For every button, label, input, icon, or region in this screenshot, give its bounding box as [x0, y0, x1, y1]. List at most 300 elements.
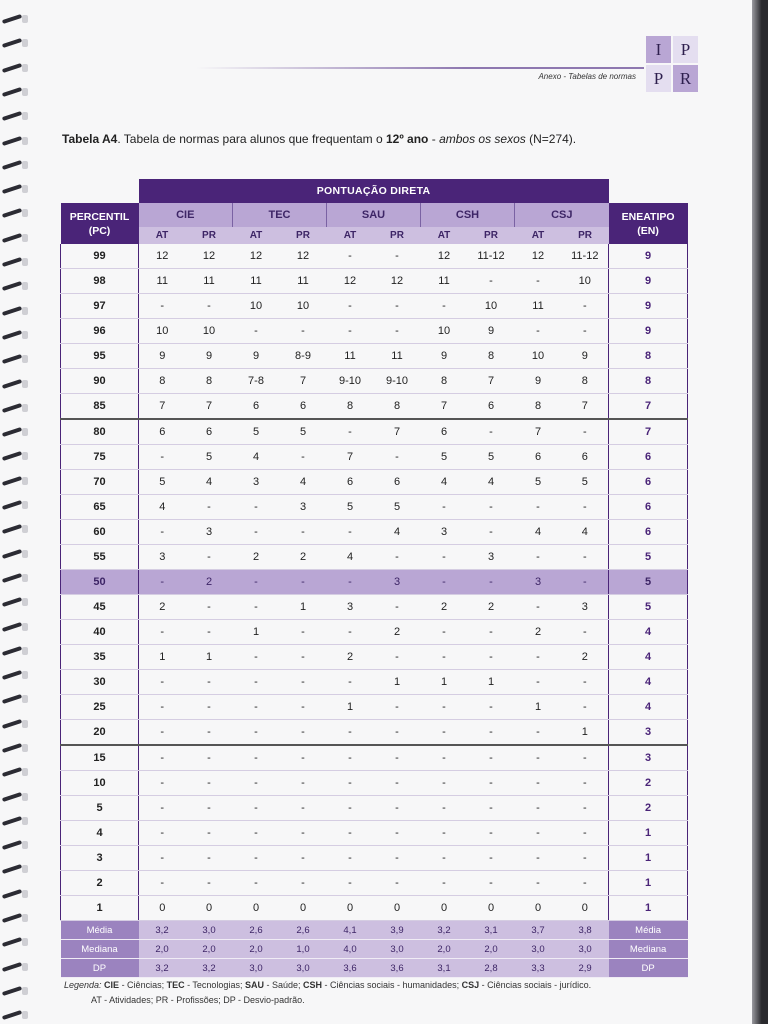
spiral-coil [2, 500, 28, 510]
score-cell: - [327, 745, 374, 771]
group-header: TEC [233, 203, 327, 227]
score-cell: 0 [374, 896, 421, 921]
coil-wire [2, 63, 22, 73]
eneatipo-cell: 9 [609, 269, 688, 294]
coil-hole [22, 234, 28, 242]
logo-letter: I [646, 36, 671, 63]
score-cell: 1 [280, 595, 327, 620]
score-cell: 7 [421, 394, 468, 420]
table-row [61, 620, 688, 645]
score-cell: - [468, 745, 515, 771]
score-cell: - [280, 796, 327, 821]
score-cell: 8 [468, 344, 515, 369]
coil-hole [22, 331, 28, 339]
score-cell: 5 [280, 419, 327, 445]
title-grade: 12º ano [385, 132, 429, 146]
subcolumn-header: AT [515, 227, 562, 244]
score-cell: 8 [515, 394, 562, 420]
table-row [61, 796, 688, 821]
table-row [61, 645, 688, 670]
logo-letter: P [646, 65, 671, 92]
score-cell: 1 [374, 670, 421, 695]
score-cell: - [468, 520, 515, 545]
score-cell: - [139, 796, 186, 821]
score-cell: 4 [374, 520, 421, 545]
coil-hole [22, 963, 28, 971]
table-row [61, 294, 688, 319]
legend-abbrev: TEC [166, 980, 185, 990]
eneatipo-cell: 1 [609, 846, 688, 871]
score-cell: - [327, 796, 374, 821]
percentile-cell: 35 [61, 645, 139, 670]
score-cell: - [468, 495, 515, 520]
score-cell: 1 [421, 670, 468, 695]
eneatipo-cell: 4 [609, 695, 688, 720]
score-cell: 7 [139, 394, 186, 420]
coil-wire [2, 573, 22, 583]
score-cell: - [562, 771, 609, 796]
score-cell: - [468, 771, 515, 796]
stat-cell: 3,0 [233, 959, 280, 978]
table-row [61, 545, 688, 570]
stat-cell: 3,1 [421, 959, 468, 978]
score-cell: 4 [515, 520, 562, 545]
score-cell: 0 [327, 896, 374, 921]
score-cell: - [374, 244, 421, 269]
percentile-cell: 25 [61, 695, 139, 720]
score-cell: - [139, 294, 186, 319]
coil-hole [22, 647, 28, 655]
score-cell: - [186, 670, 233, 695]
score-cell: - [186, 695, 233, 720]
legend-desc: - Ciências sociais - jurídico. [479, 980, 592, 990]
stat-cell: 2,6 [233, 921, 280, 940]
percentile-cell: 90 [61, 369, 139, 394]
title-text: . Tabela de normas para alunos que frequentam o [117, 132, 386, 146]
spiral-coil [2, 38, 28, 48]
score-cell: - [468, 645, 515, 670]
score-cell: - [515, 745, 562, 771]
coil-hole [22, 744, 28, 752]
score-cell: 0 [515, 896, 562, 921]
score-cell: - [186, 495, 233, 520]
coil-hole [22, 258, 28, 266]
score-cell: - [421, 771, 468, 796]
score-cell: - [562, 695, 609, 720]
coil-wire [2, 354, 22, 364]
coil-wire [2, 792, 22, 802]
score-cell: - [421, 695, 468, 720]
score-cell: - [233, 695, 280, 720]
table-row [61, 695, 688, 720]
spiral-coil [2, 573, 28, 583]
stat-cell: 2,9 [562, 959, 609, 978]
score-cell: - [280, 670, 327, 695]
score-cell: 7 [515, 419, 562, 445]
coil-hole [22, 355, 28, 363]
eneatipo-cell: 6 [609, 470, 688, 495]
score-cell: 6 [327, 470, 374, 495]
score-cell: - [327, 294, 374, 319]
table-row [61, 871, 688, 896]
score-cell: - [186, 720, 233, 746]
score-cell: - [421, 745, 468, 771]
score-cell: 4 [327, 545, 374, 570]
eneatipo-cell: 3 [609, 720, 688, 746]
score-cell: 9 [233, 344, 280, 369]
coil-hole [22, 768, 28, 776]
stat-cell: 3,6 [374, 959, 421, 978]
score-cell: 8 [421, 369, 468, 394]
score-cell: 10 [515, 344, 562, 369]
score-cell: - [374, 871, 421, 896]
score-cell: - [562, 319, 609, 344]
stat-cell: 2,8 [468, 959, 515, 978]
eneatipo-header [609, 203, 688, 244]
spiral-coil [2, 281, 28, 291]
score-cell: - [186, 620, 233, 645]
table-row [61, 846, 688, 871]
score-cell: 11-12 [562, 244, 609, 269]
percentile-cell: 20 [61, 720, 139, 746]
score-cell: - [374, 294, 421, 319]
coil-wire [2, 451, 22, 461]
score-cell: 6 [186, 419, 233, 445]
score-cell: 4 [233, 445, 280, 470]
spiral-coil [2, 670, 28, 680]
score-cell: - [139, 620, 186, 645]
group-header: CSJ [515, 203, 609, 227]
score-cell: 5 [562, 470, 609, 495]
score-cell: - [186, 595, 233, 620]
percentile-cell: 40 [61, 620, 139, 645]
ippr-logo [646, 36, 698, 93]
coil-wire [2, 549, 22, 559]
coil-wire [2, 743, 22, 753]
coil-hole [22, 15, 28, 23]
score-cell: 11 [374, 344, 421, 369]
score-cell: - [468, 871, 515, 896]
score-cell: 11 [233, 269, 280, 294]
score-cell: - [280, 720, 327, 746]
spiral-coil [2, 986, 28, 996]
blank-corner [609, 179, 688, 203]
score-cell: - [139, 846, 186, 871]
spiral-coil [2, 306, 28, 316]
eneatipo-cell: 8 [609, 369, 688, 394]
score-cell: 12 [515, 244, 562, 269]
score-cell: - [327, 720, 374, 746]
percentile-cell: 1 [61, 896, 139, 921]
eneatipo-cell: 3 [609, 745, 688, 771]
table-row [61, 269, 688, 294]
group-header: SAU [327, 203, 421, 227]
coil-hole [22, 841, 28, 849]
score-cell: - [139, 720, 186, 746]
score-cell: 9 [468, 319, 515, 344]
coil-wire [2, 38, 22, 48]
coil-wire [2, 913, 22, 923]
coil-wire [2, 208, 22, 218]
score-cell: - [421, 796, 468, 821]
score-cell: 5 [374, 495, 421, 520]
eneatipo-cell: 8 [609, 344, 688, 369]
coil-hole [22, 501, 28, 509]
spiral-coil [2, 184, 28, 194]
legend-abbrev: SAU [244, 980, 264, 990]
score-cell: 1 [327, 695, 374, 720]
score-cell: - [280, 745, 327, 771]
score-cell: - [233, 771, 280, 796]
coil-hole [22, 452, 28, 460]
spiral-coil [2, 792, 28, 802]
table-row [61, 244, 688, 269]
score-cell: - [139, 771, 186, 796]
score-cell: 3 [421, 520, 468, 545]
score-cell: 4 [468, 470, 515, 495]
percentile-cell: 15 [61, 745, 139, 771]
coil-wire [2, 476, 22, 486]
score-cell: - [233, 319, 280, 344]
score-cell: 5 [139, 470, 186, 495]
percentile-cell: 60 [61, 520, 139, 545]
score-cell: 0 [421, 896, 468, 921]
spiral-coil [2, 622, 28, 632]
coil-wire [2, 864, 22, 874]
eneatipo-cell: 6 [609, 495, 688, 520]
score-cell: - [186, 771, 233, 796]
eneatipo-cell: 2 [609, 796, 688, 821]
table-row [61, 595, 688, 620]
score-cell: 2 [421, 595, 468, 620]
spiral-coil [2, 451, 28, 461]
coil-hole [22, 574, 28, 582]
score-cell: - [515, 269, 562, 294]
score-cell: - [468, 620, 515, 645]
score-cell: - [327, 520, 374, 545]
section-header: Anexo - Tabelas de normas [538, 72, 636, 81]
score-cell: 1 [468, 670, 515, 695]
coil-hole [22, 477, 28, 485]
subcolumn-header: AT [421, 227, 468, 244]
coil-hole [22, 793, 28, 801]
legend-desc: - Saúde; [263, 980, 303, 990]
stat-cell: 2,0 [233, 940, 280, 959]
score-cell: - [562, 495, 609, 520]
score-cell: - [468, 269, 515, 294]
score-cell: - [139, 670, 186, 695]
score-cell: - [139, 520, 186, 545]
score-cell: - [374, 796, 421, 821]
group-header: CIE [139, 203, 233, 227]
eneatipo-cell: 4 [609, 670, 688, 695]
score-cell: 3 [468, 545, 515, 570]
score-cell: 11 [139, 269, 186, 294]
score-cell: - [515, 319, 562, 344]
stat-cell: 3,0 [374, 940, 421, 959]
percentile-cell: 70 [61, 470, 139, 495]
coil-wire [2, 281, 22, 291]
score-cell: 3 [374, 570, 421, 595]
score-cell: - [233, 570, 280, 595]
score-cell: - [421, 720, 468, 746]
score-cell: 7 [327, 445, 374, 470]
score-cell: 12 [421, 244, 468, 269]
coil-hole [22, 185, 28, 193]
stat-cell: 3,0 [280, 959, 327, 978]
score-cell: 9 [186, 344, 233, 369]
score-cell: 3 [562, 595, 609, 620]
norms-table [60, 179, 688, 978]
coil-wire [2, 889, 22, 899]
logo-letter: R [673, 65, 698, 92]
coil-wire [2, 694, 22, 704]
eneatipo-cell: 5 [609, 595, 688, 620]
spiral-coil [2, 427, 28, 437]
score-cell: 6 [468, 394, 515, 420]
stat-cell: 3,2 [139, 959, 186, 978]
coil-hole [22, 987, 28, 995]
coil-wire [2, 403, 22, 413]
spiral-coil [2, 719, 28, 729]
eneatipo-cell: 9 [609, 319, 688, 344]
score-cell: 2 [139, 595, 186, 620]
score-cell: - [186, 871, 233, 896]
coil-hole [22, 88, 28, 96]
score-cell: 2 [233, 545, 280, 570]
percentile-cell: 97 [61, 294, 139, 319]
score-cell: - [562, 620, 609, 645]
score-cell: - [515, 645, 562, 670]
table-row [61, 570, 688, 595]
score-cell: - [515, 545, 562, 570]
score-cell: - [374, 645, 421, 670]
score-cell: 7-8 [233, 369, 280, 394]
score-cell: - [139, 570, 186, 595]
spiral-coil [2, 14, 28, 24]
spiral-coil [2, 476, 28, 486]
super-header: PONTUAÇÃO DIRETA [139, 179, 609, 203]
stat-cell: 3,0 [186, 921, 233, 940]
spiral-coil [2, 597, 28, 607]
score-cell: - [280, 871, 327, 896]
score-cell: - [468, 570, 515, 595]
score-cell: 3 [327, 595, 374, 620]
score-cell: - [562, 821, 609, 846]
eneatipo-header-line: (EN) [637, 224, 659, 237]
score-cell: 5 [421, 445, 468, 470]
score-cell: 3 [233, 470, 280, 495]
score-cell: 8 [139, 369, 186, 394]
score-cell: - [468, 720, 515, 746]
score-cell: 10 [186, 319, 233, 344]
coil-hole [22, 112, 28, 120]
table-row [61, 419, 688, 445]
score-cell: 6 [139, 419, 186, 445]
score-cell: 7 [280, 369, 327, 394]
stat-cell: 4,1 [327, 921, 374, 940]
coil-hole [22, 307, 28, 315]
eneatipo-cell: 6 [609, 445, 688, 470]
spiral-coil [2, 379, 28, 389]
coil-wire [2, 816, 22, 826]
score-cell: 10 [139, 319, 186, 344]
legend-desc: - Ciências sociais - humanidades; [322, 980, 462, 990]
stat-label-right: DP [609, 959, 688, 978]
score-cell: 8-9 [280, 344, 327, 369]
score-cell: - [374, 821, 421, 846]
score-cell: - [186, 846, 233, 871]
score-cell: 10 [468, 294, 515, 319]
spiral-coil [2, 136, 28, 146]
coil-wire [2, 379, 22, 389]
table-row [61, 344, 688, 369]
score-cell: - [280, 695, 327, 720]
score-cell: - [562, 846, 609, 871]
score-cell: - [562, 871, 609, 896]
percentile-cell: 95 [61, 344, 139, 369]
coil-wire [2, 136, 22, 146]
stat-label: DP [61, 959, 139, 978]
spiral-coil [2, 330, 28, 340]
eneatipo-cell: 2 [609, 771, 688, 796]
score-cell: - [233, 670, 280, 695]
score-cell: - [233, 495, 280, 520]
percentile-cell: 96 [61, 319, 139, 344]
score-cell: 7 [562, 394, 609, 420]
score-cell: - [327, 846, 374, 871]
stat-cell: 2,0 [139, 940, 186, 959]
score-cell: - [139, 745, 186, 771]
spiral-coil [2, 549, 28, 559]
score-cell: - [421, 570, 468, 595]
score-cell: 5 [233, 419, 280, 445]
coil-hole [22, 64, 28, 72]
coil-hole [22, 817, 28, 825]
percentile-cell: 80 [61, 419, 139, 445]
table-row [61, 670, 688, 695]
percentil-header-line: PERCENTIL [69, 210, 130, 223]
score-cell: 2 [280, 545, 327, 570]
score-cell: - [280, 846, 327, 871]
spiral-coil [2, 63, 28, 73]
coil-wire [2, 840, 22, 850]
score-cell: - [562, 670, 609, 695]
score-cell: - [468, 695, 515, 720]
score-cell: 5 [327, 495, 374, 520]
score-cell: 4 [139, 495, 186, 520]
stat-cell: 4,0 [327, 940, 374, 959]
score-cell: - [327, 620, 374, 645]
legend [64, 978, 724, 1008]
spiral-coil [2, 816, 28, 826]
spiral-coil [2, 524, 28, 534]
logo-letter: P [673, 36, 698, 63]
legend-desc: - Tecnologias; [184, 980, 245, 990]
coil-hole [22, 890, 28, 898]
percentile-cell: 4 [61, 821, 139, 846]
coil-wire [2, 87, 22, 97]
coil-wire [2, 962, 22, 972]
score-cell: - [186, 545, 233, 570]
legend-desc: - Ciências; [119, 980, 167, 990]
score-cell: - [374, 445, 421, 470]
score-cell: 9 [515, 369, 562, 394]
spiral-coil [2, 937, 28, 947]
stat-cell: 3,1 [468, 921, 515, 940]
coil-hole [22, 428, 28, 436]
score-cell: - [515, 595, 562, 620]
